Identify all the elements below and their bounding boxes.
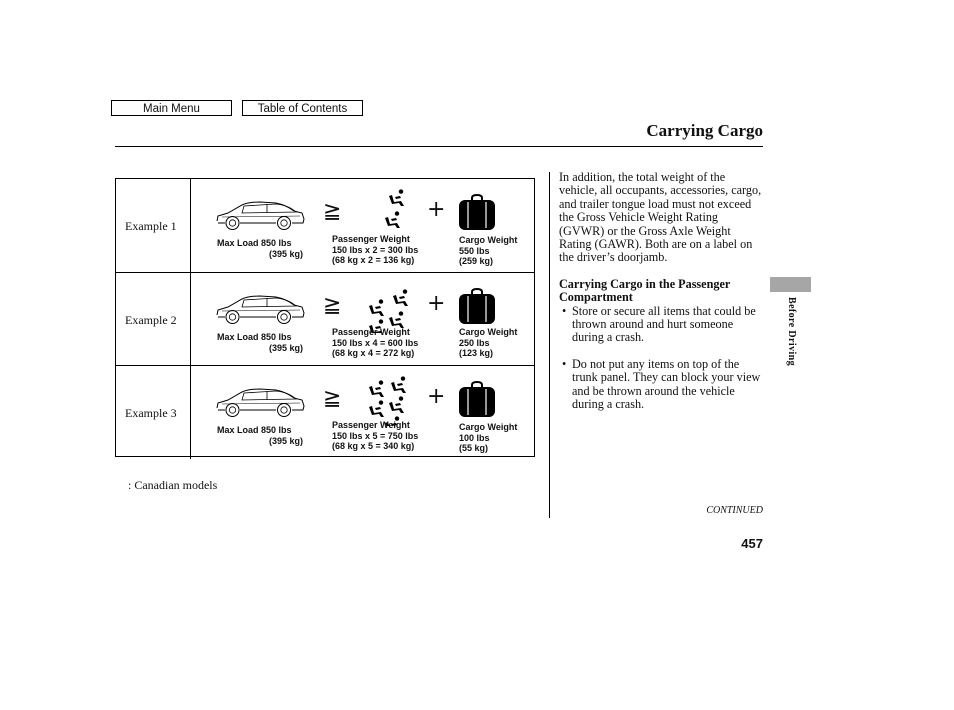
cargo-weight-lbs: 250 lbs xyxy=(459,337,490,348)
cargo-weight-lbs: 550 lbs xyxy=(459,245,490,256)
passenger-weight-label: Passenger Weight xyxy=(332,234,410,244)
example-row-3 xyxy=(116,365,534,459)
passenger-weight-kg: (68 kg x 5 = 340 kg) xyxy=(332,441,415,451)
passenger-weight-kg: (68 kg x 4 = 272 kg) xyxy=(332,348,415,358)
greater-equal-symbol: ≧ xyxy=(323,199,342,224)
max-load-text xyxy=(217,238,303,260)
cargo-weight-kg: (55 kg) xyxy=(459,443,489,453)
example-label-cell xyxy=(116,179,191,272)
passenger-weight-kg: (68 kg x 2 = 136 kg) xyxy=(332,255,415,265)
person-icon xyxy=(389,311,404,328)
cargo-weight-label: Cargo Weight xyxy=(459,327,518,337)
max-load-kg: (395 kg) xyxy=(268,343,303,353)
cargo-weight-kg: (259 kg) xyxy=(459,256,494,266)
passenger-weight-text xyxy=(332,327,442,359)
example-label: Example 3 xyxy=(125,406,177,420)
examples-table xyxy=(115,178,535,457)
example-label-cell xyxy=(116,273,191,366)
cargo-weight-label: Cargo Weight xyxy=(459,235,518,245)
bullet-list xyxy=(559,305,764,412)
passenger-weight-text xyxy=(332,420,442,452)
cargo-weight-text xyxy=(459,327,539,359)
luggage-icon xyxy=(458,193,496,231)
plus-symbol: + xyxy=(427,291,446,316)
intro-paragraph: In addition, the total weight of the vehicle, all occupants, accessories, cargo, and trailer tongue load must not exceed the Gross Vehicle Weight Rating (GVWR) or the Gross Axle Weight Rating (GAWR). Both are on a label on the driver’s doorjamb. xyxy=(559,170,762,265)
subheading: Carrying Cargo in the Passenger Compartment xyxy=(559,276,731,305)
person-icon xyxy=(369,380,384,397)
example-label: Example 1 xyxy=(125,219,177,233)
cargo-weight-label: Cargo Weight xyxy=(459,422,518,432)
footnote-canadian-models: : Canadian models xyxy=(128,478,218,492)
table-of-contents-button[interactable]: Table of Contents xyxy=(242,100,363,116)
car-icon xyxy=(214,291,306,325)
example-label: Example 2 xyxy=(125,313,177,327)
max-load-lbs: Max Load 850 lbs xyxy=(217,238,292,248)
column-divider xyxy=(549,172,550,518)
passenger-weight-lbs: 150 lbs x 4 = 600 lbs xyxy=(332,337,419,348)
list-item: • Store or secure all items that could be thrown around and hurt someone during a crash. xyxy=(559,305,764,345)
car-icon xyxy=(214,197,306,231)
person-icon xyxy=(389,189,404,206)
passenger-weight-lbs: 150 lbs x 2 = 300 lbs xyxy=(332,244,419,255)
cargo-weight-text xyxy=(459,235,539,267)
list-item: • Do not put any items on top of the trunk panel. They can block your view and be thrown around the vehicle during a crash. xyxy=(559,358,764,412)
body-column xyxy=(559,171,764,425)
cargo-weight-kg: (123 kg) xyxy=(459,348,494,358)
passenger-seat-icons xyxy=(366,374,414,426)
title-rule xyxy=(115,146,763,147)
greater-equal-symbol: ≧ xyxy=(323,293,342,318)
person-icon xyxy=(385,211,400,228)
example-row-1 xyxy=(116,179,534,272)
plus-symbol: + xyxy=(427,197,446,222)
max-load-lbs: Max Load 850 lbs xyxy=(217,425,292,435)
page-number: 457 xyxy=(741,536,763,551)
main-menu-button[interactable]: Main Menu xyxy=(111,100,232,116)
luggage-icon xyxy=(458,287,496,325)
person-icon xyxy=(369,299,384,316)
person-icon xyxy=(389,396,404,413)
cargo-weight-lbs: 100 lbs xyxy=(459,432,490,443)
max-load-kg: (395 kg) xyxy=(268,436,303,446)
cargo-weight-text xyxy=(459,422,539,454)
example-row-2 xyxy=(116,272,534,366)
max-load-text xyxy=(217,332,303,354)
page-title: Carrying Cargo xyxy=(646,121,763,140)
person-icon xyxy=(369,400,384,417)
car-icon xyxy=(214,384,306,418)
max-load-lbs: Max Load 850 lbs xyxy=(217,332,292,342)
greater-equal-symbol: ≧ xyxy=(323,386,342,411)
passenger-seat-icons xyxy=(366,187,414,239)
side-section-label: Before Driving xyxy=(786,297,797,367)
continued-label: CONTINUED xyxy=(706,505,763,516)
person-icon xyxy=(391,376,406,393)
section-tab xyxy=(770,277,811,292)
example-label-cell xyxy=(116,366,191,459)
passenger-weight-text xyxy=(332,234,442,266)
max-load-kg: (395 kg) xyxy=(268,249,303,259)
passenger-weight-label: Passenger Weight xyxy=(332,420,410,430)
passenger-weight-label: Passenger Weight xyxy=(332,327,410,337)
max-load-text xyxy=(217,425,303,447)
luggage-icon xyxy=(458,380,496,418)
passenger-seat-icons xyxy=(366,281,414,333)
plus-symbol: + xyxy=(427,384,446,409)
passenger-weight-lbs: 150 lbs x 5 = 750 lbs xyxy=(332,430,419,441)
person-icon xyxy=(393,289,408,306)
